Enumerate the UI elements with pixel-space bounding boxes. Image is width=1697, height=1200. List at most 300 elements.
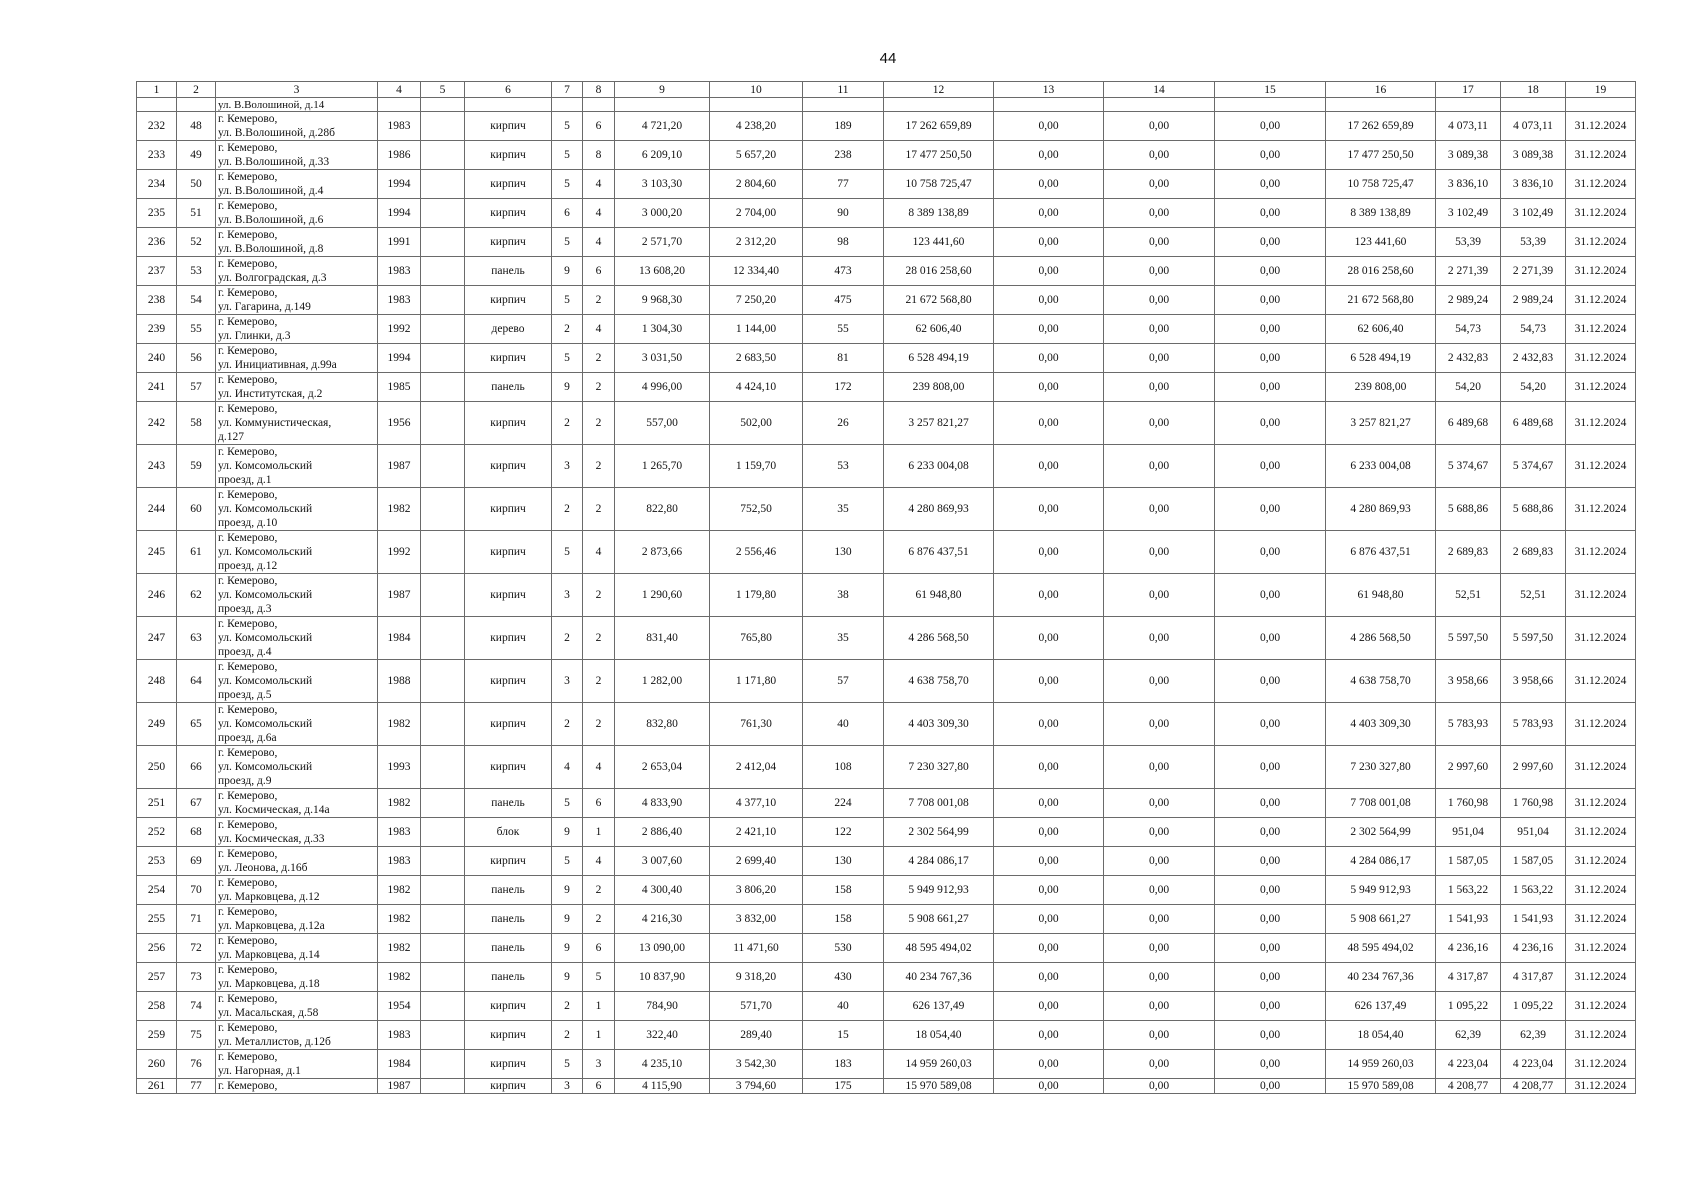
- table-row: [137, 373, 1636, 402]
- row-number-cell: 237: [137, 257, 177, 286]
- col5-cell: [421, 257, 465, 286]
- col14-cell: 0,00: [1104, 818, 1215, 847]
- address-cell: [216, 286, 378, 315]
- column-number-header: 18: [1501, 82, 1566, 98]
- wall-material-cell: кирпич: [465, 1021, 552, 1050]
- row-number-cell: 238: [137, 286, 177, 315]
- residents-cell: 57: [803, 660, 884, 703]
- column-number-header: 6: [465, 82, 552, 98]
- entrances-cell: 2: [583, 617, 615, 660]
- col13-cell: 0,00: [994, 315, 1104, 344]
- col15-cell: 0,00: [1215, 344, 1326, 373]
- address-line: ул. Марковцева, д.12а: [218, 920, 325, 932]
- col17-cell: 2 689,83: [1436, 531, 1501, 574]
- total-cost-cell: 48 595 494,02: [884, 934, 994, 963]
- col17-cell: 2 997,60: [1436, 746, 1501, 789]
- col18-cell: 53,39: [1501, 228, 1566, 257]
- table-row: [137, 141, 1636, 170]
- address-cell: [216, 199, 378, 228]
- address-line: г. Кемерово,: [218, 993, 278, 1005]
- residents-cell: 98: [803, 228, 884, 257]
- col18-cell: 2 689,83: [1501, 531, 1566, 574]
- col16-cost-cell: 239 808,00: [1326, 373, 1436, 402]
- empty-cell: [710, 98, 803, 112]
- wall-material-cell: кирпич: [465, 170, 552, 199]
- residents-cell: 90: [803, 199, 884, 228]
- total-area-cell: 322,40: [615, 1021, 710, 1050]
- row-number-cell: 240: [137, 344, 177, 373]
- col18-cell: 1 541,93: [1501, 905, 1566, 934]
- residents-cell: 40: [803, 992, 884, 1021]
- total-cost-cell: 4 403 309,30: [884, 703, 994, 746]
- deadline-cell: 31.12.2024: [1566, 992, 1636, 1021]
- row-number-cell: 243: [137, 445, 177, 488]
- col5-cell: [421, 617, 465, 660]
- entrances-cell: 4: [583, 847, 615, 876]
- address-cell: [216, 660, 378, 703]
- residents-cell: 430: [803, 963, 884, 992]
- wall-material-cell: кирпич: [465, 574, 552, 617]
- address-line: г. Кемерово,: [218, 877, 278, 889]
- wall-material-cell: кирпич: [465, 1050, 552, 1079]
- address-line: ул. В.Волошиной, д.28б: [218, 127, 335, 139]
- col5-cell: [421, 789, 465, 818]
- total-area-cell: 4 996,00: [615, 373, 710, 402]
- floors-cell: 5: [552, 847, 583, 876]
- address-line: проезд, д.1: [218, 474, 272, 486]
- floors-cell: 2: [552, 315, 583, 344]
- floors-cell: 3: [552, 574, 583, 617]
- col16-cost-cell: 21 672 568,80: [1326, 286, 1436, 315]
- address-line: г. Кемерово,: [218, 142, 278, 154]
- local-number-cell: 51: [177, 199, 216, 228]
- total-cost-cell: 626 137,49: [884, 992, 994, 1021]
- residents-cell: 130: [803, 531, 884, 574]
- local-number-cell: 72: [177, 934, 216, 963]
- col14-cell: 0,00: [1104, 934, 1215, 963]
- col13-cell: 0,00: [994, 963, 1104, 992]
- residents-cell: 40: [803, 703, 884, 746]
- address-line: ул. Комсомольский: [218, 761, 313, 773]
- col5-cell: [421, 531, 465, 574]
- year-built-cell: 1954: [378, 992, 421, 1021]
- total-area-cell: 822,80: [615, 488, 710, 531]
- col14-cell: 0,00: [1104, 963, 1215, 992]
- total-cost-cell: 17 477 250,50: [884, 141, 994, 170]
- wall-material-cell: панель: [465, 905, 552, 934]
- year-built-cell: 1982: [378, 488, 421, 531]
- table-row: [137, 789, 1636, 818]
- local-number-cell: 49: [177, 141, 216, 170]
- residents-cell: 475: [803, 286, 884, 315]
- year-built-cell: 1956: [378, 402, 421, 445]
- empty-cell: [137, 98, 177, 112]
- col14-cell: 0,00: [1104, 1079, 1215, 1094]
- address-line: ул. Комсомольский: [218, 718, 313, 730]
- wall-material-cell: кирпич: [465, 992, 552, 1021]
- col5-cell: [421, 574, 465, 617]
- total-cost-cell: 40 234 767,36: [884, 963, 994, 992]
- column-number-header: 5: [421, 82, 465, 98]
- col13-cell: 0,00: [994, 170, 1104, 199]
- row-number-cell: 256: [137, 934, 177, 963]
- empty-cell: [1104, 98, 1215, 112]
- living-area-cell: 765,80: [710, 617, 803, 660]
- year-built-cell: 1982: [378, 789, 421, 818]
- table-row: [137, 488, 1636, 531]
- local-number-cell: 64: [177, 660, 216, 703]
- entrances-cell: 4: [583, 170, 615, 199]
- empty-cell: [177, 98, 216, 112]
- col18-cell: 52,51: [1501, 574, 1566, 617]
- year-built-cell: 1991: [378, 228, 421, 257]
- col13-cell: 0,00: [994, 373, 1104, 402]
- col15-cell: 0,00: [1215, 199, 1326, 228]
- total-area-cell: 831,40: [615, 617, 710, 660]
- deadline-cell: 31.12.2024: [1566, 344, 1636, 373]
- living-area-cell: 4 238,20: [710, 112, 803, 141]
- empty-cell: [583, 98, 615, 112]
- col17-cell: 5 688,86: [1436, 488, 1501, 531]
- col17-cell: 2 271,39: [1436, 257, 1501, 286]
- row-number-cell: 255: [137, 905, 177, 934]
- col16-cost-cell: 14 959 260,03: [1326, 1050, 1436, 1079]
- col5-cell: [421, 934, 465, 963]
- col13-cell: 0,00: [994, 141, 1104, 170]
- residents-cell: 158: [803, 905, 884, 934]
- deadline-cell: 31.12.2024: [1566, 373, 1636, 402]
- col5-cell: [421, 344, 465, 373]
- address-cell: [216, 789, 378, 818]
- address-line: г. Кемерово,: [218, 1022, 278, 1034]
- empty-cell: [1326, 98, 1436, 112]
- col17-cell: 3 836,10: [1436, 170, 1501, 199]
- total-area-cell: 1 282,00: [615, 660, 710, 703]
- column-number-header: 17: [1436, 82, 1501, 98]
- page-number: 44: [879, 50, 897, 67]
- residents-cell: 55: [803, 315, 884, 344]
- column-number-header: 3: [216, 82, 378, 98]
- address-cell: [216, 818, 378, 847]
- residents-cell: 35: [803, 617, 884, 660]
- total-area-cell: 1 290,60: [615, 574, 710, 617]
- total-cost-cell: 7 708 001,08: [884, 789, 994, 818]
- residents-cell: 108: [803, 746, 884, 789]
- deadline-cell: 31.12.2024: [1566, 488, 1636, 531]
- total-area-cell: 6 209,10: [615, 141, 710, 170]
- address-line: ул. Леонова, д.16б: [218, 862, 308, 874]
- entrances-cell: 2: [583, 660, 615, 703]
- col13-cell: 0,00: [994, 1079, 1104, 1094]
- living-area-cell: 3 542,30: [710, 1050, 803, 1079]
- wall-material-cell: кирпич: [465, 228, 552, 257]
- col13-cell: 0,00: [994, 617, 1104, 660]
- address-line: г. Кемерово,: [218, 1080, 278, 1092]
- deadline-cell: 31.12.2024: [1566, 789, 1636, 818]
- total-area-cell: 4 115,90: [615, 1079, 710, 1094]
- deadline-cell: 31.12.2024: [1566, 847, 1636, 876]
- address-cell: [216, 703, 378, 746]
- wall-material-cell: кирпич: [465, 112, 552, 141]
- housing-register-table: [136, 81, 1636, 1094]
- wall-material-cell: кирпич: [465, 141, 552, 170]
- address-line: ул. В.Волошиной, д.6: [218, 214, 324, 226]
- address-line: г. Кемерово,: [218, 790, 278, 802]
- local-number-cell: 52: [177, 228, 216, 257]
- floors-cell: 2: [552, 402, 583, 445]
- entrances-cell: 2: [583, 574, 615, 617]
- col13-cell: 0,00: [994, 847, 1104, 876]
- residents-cell: 158: [803, 876, 884, 905]
- address-line: ул. Космическая, д.14а: [218, 804, 330, 816]
- deadline-cell: 31.12.2024: [1566, 445, 1636, 488]
- row-number-cell: 234: [137, 170, 177, 199]
- residents-cell: 473: [803, 257, 884, 286]
- address-line: ул. Волгоградская, д.3: [218, 272, 327, 284]
- row-number-cell: 261: [137, 1079, 177, 1094]
- empty-cell: [1436, 98, 1501, 112]
- col16-cost-cell: 18 054,40: [1326, 1021, 1436, 1050]
- address-cell: [216, 373, 378, 402]
- col17-cell: 2 989,24: [1436, 286, 1501, 315]
- local-number-cell: 66: [177, 746, 216, 789]
- col18-cell: 1 563,22: [1501, 876, 1566, 905]
- living-area-cell: 5 657,20: [710, 141, 803, 170]
- total-area-cell: 13 608,20: [615, 257, 710, 286]
- floors-cell: 2: [552, 703, 583, 746]
- col15-cell: 0,00: [1215, 992, 1326, 1021]
- address-line: г. Кемерово,: [218, 618, 278, 630]
- col17-cell: 53,39: [1436, 228, 1501, 257]
- address-line: проезд, д.9: [218, 775, 272, 787]
- year-built-cell: 1982: [378, 876, 421, 905]
- col14-cell: 0,00: [1104, 847, 1215, 876]
- col14-cell: 0,00: [1104, 992, 1215, 1021]
- address-line: г. Кемерово,: [218, 532, 278, 544]
- col13-cell: 0,00: [994, 789, 1104, 818]
- living-area-cell: 9 318,20: [710, 963, 803, 992]
- col16-cost-cell: 6 876 437,51: [1326, 531, 1436, 574]
- address-line: ул. Марковцева, д.14: [218, 949, 320, 961]
- col5-cell: [421, 170, 465, 199]
- address-cell: [216, 574, 378, 617]
- table-row: [137, 934, 1636, 963]
- address-cell: [216, 1021, 378, 1050]
- deadline-cell: 31.12.2024: [1566, 170, 1636, 199]
- col14-cell: 0,00: [1104, 402, 1215, 445]
- col18-cell: 2 989,24: [1501, 286, 1566, 315]
- row-number-cell: 251: [137, 789, 177, 818]
- col15-cell: 0,00: [1215, 531, 1326, 574]
- local-number-cell: 71: [177, 905, 216, 934]
- total-area-cell: 4 235,10: [615, 1050, 710, 1079]
- total-cost-cell: 6 233 004,08: [884, 445, 994, 488]
- row-number-cell: 239: [137, 315, 177, 344]
- col13-cell: 0,00: [994, 228, 1104, 257]
- col18-cell: 54,20: [1501, 373, 1566, 402]
- address-cell: [216, 847, 378, 876]
- col13-cell: 0,00: [994, 746, 1104, 789]
- entrances-cell: 4: [583, 228, 615, 257]
- column-number-header: 15: [1215, 82, 1326, 98]
- table-row: [137, 574, 1636, 617]
- col13-cell: 0,00: [994, 818, 1104, 847]
- row-number-cell: 259: [137, 1021, 177, 1050]
- floors-cell: 9: [552, 963, 583, 992]
- col15-cell: 0,00: [1215, 746, 1326, 789]
- col16-cost-cell: 4 286 568,50: [1326, 617, 1436, 660]
- deadline-cell: 31.12.2024: [1566, 199, 1636, 228]
- year-built-cell: 1983: [378, 112, 421, 141]
- living-area-cell: 2 699,40: [710, 847, 803, 876]
- residents-cell: 189: [803, 112, 884, 141]
- table-row: [137, 112, 1636, 141]
- living-area-cell: 4 377,10: [710, 789, 803, 818]
- total-area-cell: 3 000,20: [615, 199, 710, 228]
- row-number-cell: 235: [137, 199, 177, 228]
- total-cost-cell: 6 876 437,51: [884, 531, 994, 574]
- address-line: г. Кемерово,: [218, 374, 278, 386]
- col15-cell: 0,00: [1215, 905, 1326, 934]
- col14-cell: 0,00: [1104, 199, 1215, 228]
- address-cell: [216, 992, 378, 1021]
- table-row: [137, 315, 1636, 344]
- col18-cell: 62,39: [1501, 1021, 1566, 1050]
- total-cost-cell: 61 948,80: [884, 574, 994, 617]
- year-built-cell: 1994: [378, 344, 421, 373]
- col14-cell: 0,00: [1104, 617, 1215, 660]
- year-built-cell: 1987: [378, 574, 421, 617]
- col5-cell: [421, 992, 465, 1021]
- col16-cost-cell: 5 908 661,27: [1326, 905, 1436, 934]
- address-cell: [216, 315, 378, 344]
- floors-cell: 9: [552, 818, 583, 847]
- col5-cell: [421, 112, 465, 141]
- residents-cell: 53: [803, 445, 884, 488]
- address-line: г. Кемерово,: [218, 906, 278, 918]
- col15-cell: 0,00: [1215, 315, 1326, 344]
- entrances-cell: 2: [583, 373, 615, 402]
- address-line: г. Кемерово,: [218, 489, 278, 501]
- row-number-cell: 248: [137, 660, 177, 703]
- local-number-cell: 56: [177, 344, 216, 373]
- floors-cell: 3: [552, 1079, 583, 1094]
- address-cell: [216, 228, 378, 257]
- address-line: проезд, д.6а: [218, 732, 277, 744]
- col18-cell: 1 760,98: [1501, 789, 1566, 818]
- column-number-header: 1: [137, 82, 177, 98]
- floors-cell: 5: [552, 789, 583, 818]
- table-row: [137, 703, 1636, 746]
- wall-material-cell: кирпич: [465, 847, 552, 876]
- carryover-row: [137, 98, 1636, 112]
- living-area-cell: 761,30: [710, 703, 803, 746]
- address-cell: [216, 257, 378, 286]
- total-area-cell: 3 031,50: [615, 344, 710, 373]
- total-cost-cell: 6 528 494,19: [884, 344, 994, 373]
- year-built-cell: 1986: [378, 141, 421, 170]
- col14-cell: 0,00: [1104, 1021, 1215, 1050]
- address-line: г. Кемерово,: [218, 747, 278, 759]
- address-line: г. Кемерово,: [218, 171, 278, 183]
- local-number-cell: 48: [177, 112, 216, 141]
- table-row: [137, 660, 1636, 703]
- col17-cell: 2 432,83: [1436, 344, 1501, 373]
- col16-cost-cell: 17 262 659,89: [1326, 112, 1436, 141]
- col15-cell: 0,00: [1215, 617, 1326, 660]
- col18-cell: 3 089,38: [1501, 141, 1566, 170]
- col14-cell: 0,00: [1104, 1050, 1215, 1079]
- living-area-cell: 3 832,00: [710, 905, 803, 934]
- local-number-cell: 53: [177, 257, 216, 286]
- deadline-cell: 31.12.2024: [1566, 531, 1636, 574]
- empty-cell: [803, 98, 884, 112]
- residents-cell: 81: [803, 344, 884, 373]
- floors-cell: 5: [552, 141, 583, 170]
- wall-material-cell: панель: [465, 373, 552, 402]
- col18-cell: 951,04: [1501, 818, 1566, 847]
- empty-cell: [994, 98, 1104, 112]
- living-area-cell: 1 179,80: [710, 574, 803, 617]
- row-number-cell: 257: [137, 963, 177, 992]
- deadline-cell: 31.12.2024: [1566, 315, 1636, 344]
- total-area-cell: 1 304,30: [615, 315, 710, 344]
- table-row: [137, 257, 1636, 286]
- year-built-cell: 1992: [378, 315, 421, 344]
- table-row: [137, 344, 1636, 373]
- empty-cell: [421, 98, 465, 112]
- floors-cell: 9: [552, 876, 583, 905]
- col17-cell: 5 783,93: [1436, 703, 1501, 746]
- row-number-cell: 236: [137, 228, 177, 257]
- col15-cell: 0,00: [1215, 660, 1326, 703]
- floors-cell: 6: [552, 199, 583, 228]
- year-built-cell: 1987: [378, 1079, 421, 1094]
- deadline-cell: 31.12.2024: [1566, 617, 1636, 660]
- col13-cell: 0,00: [994, 1021, 1104, 1050]
- column-number-header: 4: [378, 82, 421, 98]
- address-line: г. Кемерово,: [218, 819, 278, 831]
- table-row: [137, 617, 1636, 660]
- address-line: г. Кемерово,: [218, 403, 278, 415]
- entrances-cell: 6: [583, 1079, 615, 1094]
- address-line: г. Кемерово,: [218, 287, 278, 299]
- table-row: [137, 1079, 1636, 1094]
- deadline-cell: 31.12.2024: [1566, 228, 1636, 257]
- total-cost-cell: 123 441,60: [884, 228, 994, 257]
- col16-cost-cell: 6 233 004,08: [1326, 445, 1436, 488]
- col5-cell: [421, 199, 465, 228]
- column-number-header: 7: [552, 82, 583, 98]
- year-built-cell: 1982: [378, 905, 421, 934]
- address-line: ул. Нагорная, д.1: [218, 1065, 301, 1077]
- floors-cell: 5: [552, 286, 583, 315]
- total-cost-cell: 239 808,00: [884, 373, 994, 402]
- entrances-cell: 2: [583, 488, 615, 531]
- address-line: г. Кемерово,: [218, 704, 278, 716]
- total-area-cell: 4 216,30: [615, 905, 710, 934]
- address-cell: [216, 112, 378, 141]
- local-number-cell: 77: [177, 1079, 216, 1094]
- residents-cell: 38: [803, 574, 884, 617]
- floors-cell: 5: [552, 531, 583, 574]
- col17-cell: 5 374,67: [1436, 445, 1501, 488]
- col18-cell: 2 432,83: [1501, 344, 1566, 373]
- address-line: г. Кемерово,: [218, 316, 278, 328]
- col13-cell: 0,00: [994, 934, 1104, 963]
- total-cost-cell: 28 016 258,60: [884, 257, 994, 286]
- col16-cost-cell: 4 403 309,30: [1326, 703, 1436, 746]
